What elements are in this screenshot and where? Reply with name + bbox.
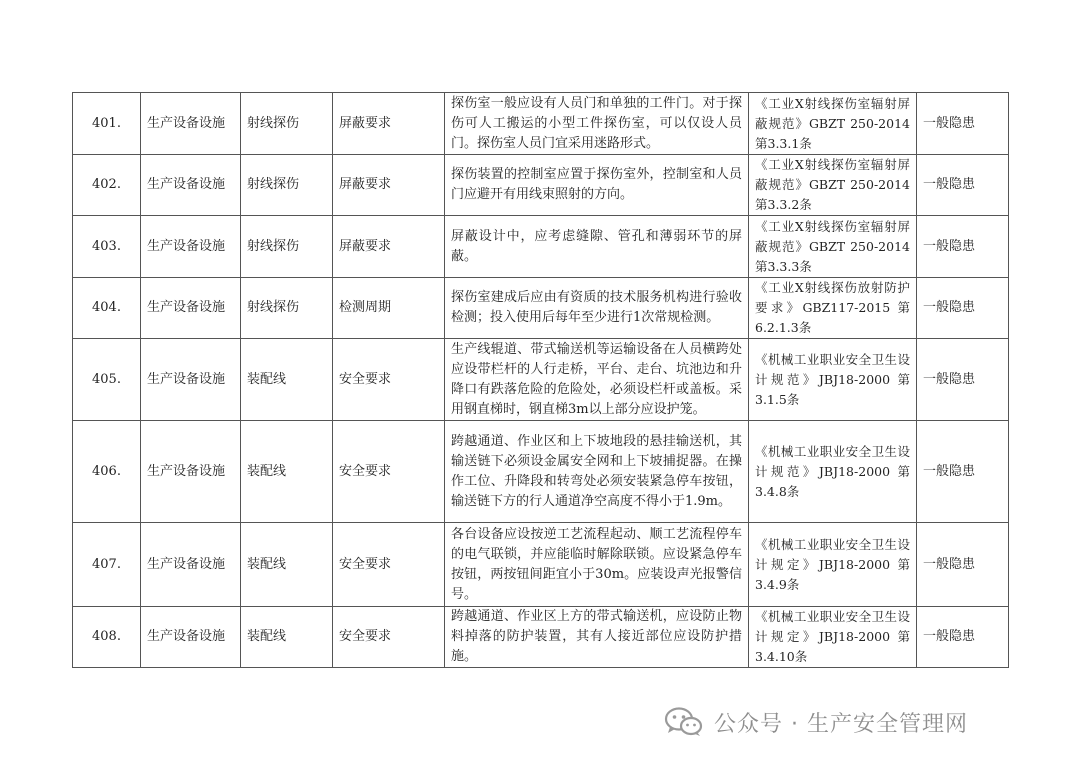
standard-cell: 《机械工业职业安全卫生设计规范》JBJ18-2000 第3.4.8条 bbox=[749, 421, 917, 523]
item-cell: 安全要求 bbox=[333, 523, 445, 607]
type-cell: 射线探伤 bbox=[241, 216, 333, 278]
standard-cell: 《工业X射线探伤室辐射屏蔽规范》GBZT 250-2014 第3.3.3条 bbox=[749, 216, 917, 278]
row-number: 403. bbox=[73, 216, 141, 278]
category-cell: 生产设备设施 bbox=[141, 421, 241, 523]
table-row bbox=[73, 155, 1009, 216]
standard-cell: 《工业X射线探伤室辐射屏蔽规范》GBZT 250-2014 第3.3.1条 bbox=[749, 93, 917, 155]
row-number: 405. bbox=[73, 339, 141, 421]
type-cell: 装配线 bbox=[241, 339, 333, 421]
table-row bbox=[73, 278, 1009, 339]
row-number: 406. bbox=[73, 421, 141, 523]
standard-cell: 《机械工业职业安全卫生设计规定》JBJ18-2000 第3.4.9条 bbox=[749, 523, 917, 607]
standard-cell: 《机械工业职业安全卫生设计规定》JBJ18-2000 第3.4.10条 bbox=[749, 607, 917, 668]
description-cell: 探伤室建成后应由有资质的技术服务机构进行验收检测；投入使用后每年至少进行1次常规检测。 bbox=[445, 278, 749, 339]
row-number: 408. bbox=[73, 607, 141, 668]
item-cell: 屏蔽要求 bbox=[333, 155, 445, 216]
type-cell: 装配线 bbox=[241, 421, 333, 523]
item-cell: 安全要求 bbox=[333, 339, 445, 421]
description-cell: 探伤室一般应设有人员门和单独的工件门。对于探伤可人工搬运的小型工件探伤室，可以仅设人员门。探伤室人员门宜采用迷路形式。 bbox=[445, 93, 749, 155]
standard-cell: 《机械工业职业安全卫生设计规范》JBJ18-2000 第3.1.5条 bbox=[749, 339, 917, 421]
category-cell: 生产设备设施 bbox=[141, 216, 241, 278]
watermark bbox=[664, 702, 968, 742]
item-cell: 安全要求 bbox=[333, 421, 445, 523]
category-cell: 生产设备设施 bbox=[141, 607, 241, 668]
description-cell: 各台设备应设按逆工艺流程起动、顺工艺流程停车的电气联锁，并应能临时解除联锁。应设紧急停车按钮，两按钮间距宜小于30m。应装设声光报警信号。 bbox=[445, 523, 749, 607]
type-cell: 射线探伤 bbox=[241, 278, 333, 339]
type-cell: 装配线 bbox=[241, 607, 333, 668]
table-row bbox=[73, 421, 1009, 523]
table-row bbox=[73, 339, 1009, 421]
table-row bbox=[73, 607, 1009, 668]
standard-cell: 《工业X射线探伤室辐射屏蔽规范》GBZT 250-2014 第3.3.2条 bbox=[749, 155, 917, 216]
item-cell: 检测周期 bbox=[333, 278, 445, 339]
type-cell: 射线探伤 bbox=[241, 93, 333, 155]
description-cell: 探伤装置的控制室应置于探伤室外，控制室和人员门应避开有用线束照射的方向。 bbox=[445, 155, 749, 216]
description-cell: 生产线辊道、带式输送机等运输设备在人员横跨处应设带栏杆的人行走桥，平台、走台、坑池边和升降口有跌落危险的危险处，必须设栏杆或盖板。采用钢直梯时，钢直梯3m以上部分应设护笼。 bbox=[445, 339, 749, 421]
standard-cell: 《工业X射线探伤放射防护要求》GBZ117-2015 第6.2.1.3条 bbox=[749, 278, 917, 339]
row-number: 402. bbox=[73, 155, 141, 216]
wechat-icon bbox=[664, 706, 704, 738]
level-cell: 一般隐患 bbox=[917, 607, 1009, 668]
category-cell: 生产设备设施 bbox=[141, 155, 241, 216]
row-number: 401. bbox=[73, 93, 141, 155]
hazard-table bbox=[72, 92, 1009, 668]
level-cell: 一般隐患 bbox=[917, 523, 1009, 607]
description-cell: 屏蔽设计中，应考虑缝隙、管孔和薄弱环节的屏蔽。 bbox=[445, 216, 749, 278]
description-cell: 跨越通道、作业区和上下坡地段的悬挂输送机，其输送链下必须设金属安全网和上下坡捕捉器。在操作工位、升降段和转弯处必须安装紧急停车按钮，输送链下方的行人通道净空高度不得小于1.9m。 bbox=[445, 421, 749, 523]
table-row bbox=[73, 216, 1009, 278]
table-row bbox=[73, 523, 1009, 607]
level-cell: 一般隐患 bbox=[917, 339, 1009, 421]
item-cell: 安全要求 bbox=[333, 607, 445, 668]
type-cell: 射线探伤 bbox=[241, 155, 333, 216]
type-cell: 装配线 bbox=[241, 523, 333, 607]
category-cell: 生产设备设施 bbox=[141, 93, 241, 155]
level-cell: 一般隐患 bbox=[917, 421, 1009, 523]
category-cell: 生产设备设施 bbox=[141, 278, 241, 339]
row-number: 407. bbox=[73, 523, 141, 607]
row-number: 404. bbox=[73, 278, 141, 339]
watermark-text: 公众号 · 生产安全管理网 bbox=[714, 711, 968, 737]
category-cell: 生产设备设施 bbox=[141, 523, 241, 607]
description-cell: 跨越通道、作业区上方的带式输送机，应设防止物料掉落的防护装置，其有人接近部位应设防护措施。 bbox=[445, 607, 749, 668]
level-cell: 一般隐患 bbox=[917, 93, 1009, 155]
level-cell: 一般隐患 bbox=[917, 155, 1009, 216]
item-cell: 屏蔽要求 bbox=[333, 216, 445, 278]
category-cell: 生产设备设施 bbox=[141, 339, 241, 421]
item-cell: 屏蔽要求 bbox=[333, 93, 445, 155]
level-cell: 一般隐患 bbox=[917, 278, 1009, 339]
level-cell: 一般隐患 bbox=[917, 216, 1009, 278]
table-row bbox=[73, 93, 1009, 155]
